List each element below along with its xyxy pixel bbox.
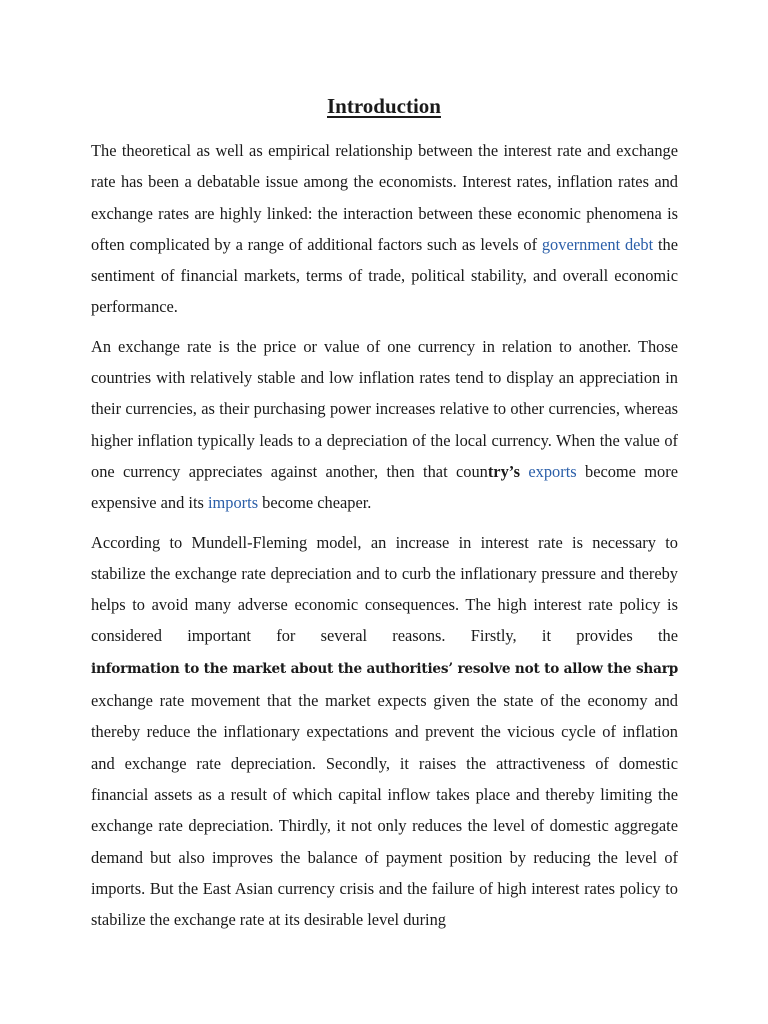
imports-link[interactable]: imports (207, 493, 259, 513)
exports-link[interactable]: exports (528, 461, 577, 481)
paragraph-2-text-2: become more expensive and its (91, 461, 678, 513)
paragraph-2-bold-fragment: try’s (487, 461, 521, 481)
paragraph-3-bold-line: information to the market about the authorities’ resolve not to allow the sharp (91, 660, 678, 677)
paragraph-2 (91, 331, 678, 519)
paragraph-3-text-2: exchange rate movement that the market expects given the state of the economy and thereby reduce the inflationary expectations and prevent the vicious cycle of inflation and exchange rate depreciation. Secondly, it raises the attractiveness of domestic financial assets as a result of which capital inflow takes place and thereby limiting the exchange rate depreciation. Thirdly, it not only reduces the level of domestic aggregate demand but also improves the balance of payment position by reducing the level of imports. But the East Asian currency crisis and the failure of high interest rates policy to stabilize the exchange rate at its desirable level during (91, 691, 678, 930)
paragraph-3 (91, 527, 678, 936)
paragraph-3-text-1: According to Mundell-Fleming model, an increase in interest rate is necessary to stabilize the exchange rate depreciation and to curb the inflationary pressure and thereby helps to avoid many adverse economic consequences. The high interest rate policy is considered important for several reasons. Firstly, it provides the (91, 532, 678, 646)
document-body (91, 135, 678, 943)
government-debt-link[interactable]: government debt (541, 234, 654, 254)
paragraph-2-text-3: become cheaper. (258, 493, 372, 513)
paragraph-1-text-1: The theoretical as well as empirical relationship between the interest rate and exchange rate has been a debatable issue among the economists. Interest rates, inflation rates and exchange rates are highly linked: the interaction between these economic phenomena is often complicated by a range of additional factors such as levels of (91, 141, 678, 254)
paragraph-2-text-1: An exchange rate is the price or value of one currency in relation to another. Those countries with relatively stable and low inflation rates tend to display an appreciation in their currencies, as their purchasing power increases relative to other currencies, whereas higher inflation typically leads to a depreciation of the local currency. When the value of one currency appreciates against another, then that coun (91, 336, 678, 481)
paragraph-1 (91, 135, 678, 323)
paragraph-1-text-2: the sentiment of financial markets, terms of trade, political stability, and overall economic performance. (91, 234, 678, 317)
page-title: Introduction (327, 94, 441, 118)
